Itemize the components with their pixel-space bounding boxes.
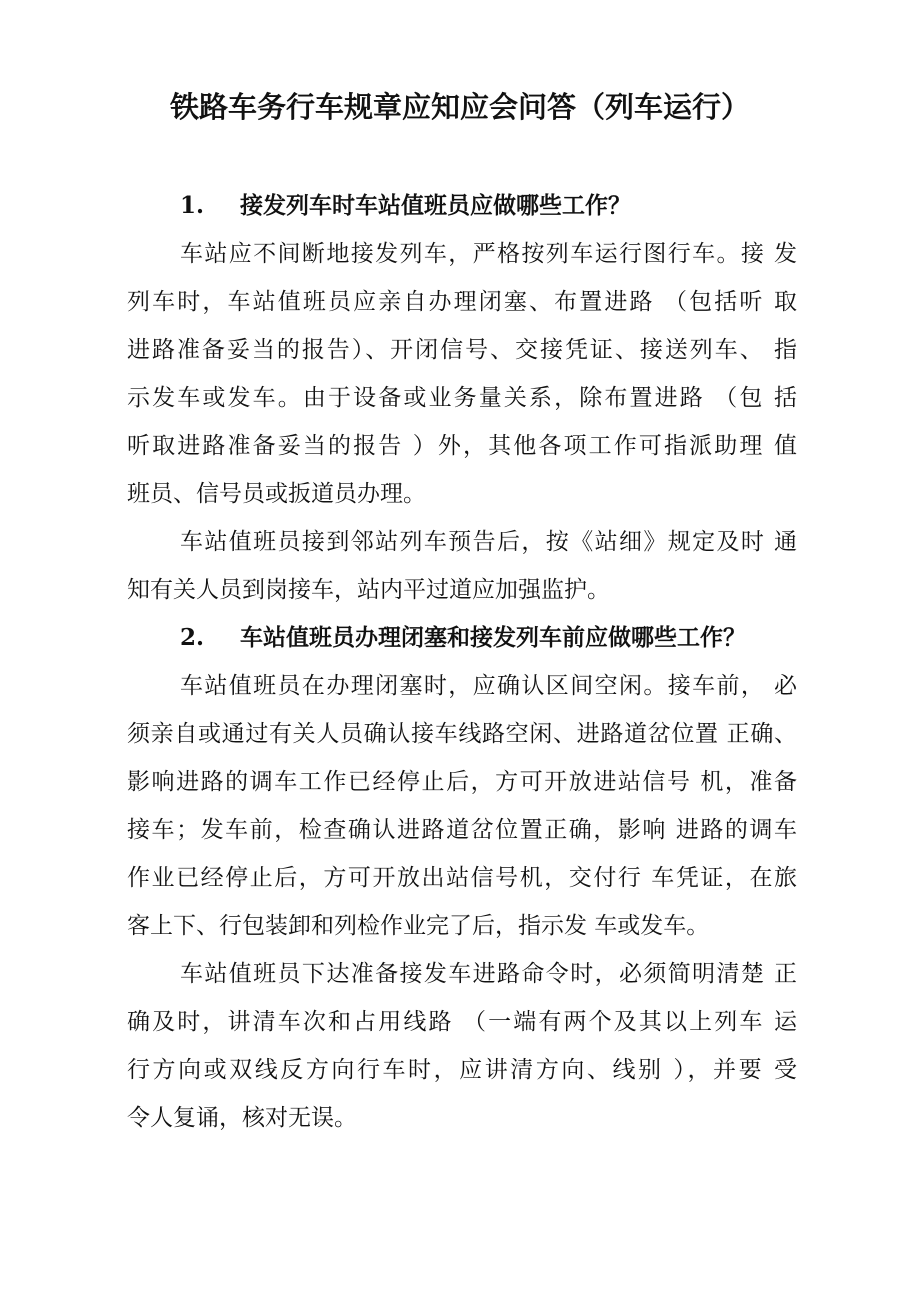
text-line: 接车；发车前，检查确认进路道岔位置正确，影响 进路的调车 bbox=[127, 817, 797, 843]
document-title: 铁路车务行车规章应知应会问答（列车运行） bbox=[169, 90, 750, 124]
text-line: 车站值班员接到邻站列车预告后，按《站细》规定及时 通 bbox=[180, 529, 797, 555]
text-line: 影响进路的调车工作已经停止后，方可开放进站信号 机，准备 bbox=[127, 769, 797, 795]
text-line: 示发车或发车。由于设备或业务量关系，除布置进路 （包 括 bbox=[127, 385, 797, 411]
question-heading bbox=[127, 614, 797, 662]
answer-paragraph bbox=[127, 950, 797, 1142]
text-line: 作业已经停止后，方可开放出站信号机，交付行 车凭证，在旅 bbox=[127, 865, 797, 891]
text-line: 须亲自或通过有关人员确认接车线路空闲、进路道岔位置 正确、 bbox=[127, 721, 797, 747]
answer-paragraph bbox=[127, 518, 797, 614]
question-heading bbox=[127, 182, 797, 230]
text-line: 班员、信号员或扳道员办理。 bbox=[127, 481, 426, 507]
answer-paragraph bbox=[127, 662, 797, 950]
question-number: 2. bbox=[180, 624, 205, 651]
text-line: 知有关人员到岗接车，站内平过道应加强监护。 bbox=[127, 577, 610, 603]
question-number: 1. bbox=[180, 192, 205, 219]
text-line: 车站值班员下达准备接发车进路命令时，必须简明清楚 正 bbox=[180, 961, 797, 987]
question-text: 接发列车时车站值班员应做哪些工作？ bbox=[240, 192, 631, 219]
text-line: 令人复诵，核对无误。 bbox=[127, 1105, 357, 1131]
text-line: 行方向或双线反方向行车时，应讲清方向、线别 ），并要 受 bbox=[127, 1057, 797, 1083]
text-line: 听取进路准备妥当的报告 ）外，其他各项工作可指派助理 值 bbox=[127, 433, 797, 459]
text-line: 车站应不间断地接发列车，严格按列车运行图行车。接 发 bbox=[180, 241, 797, 267]
document-body bbox=[127, 182, 797, 1142]
answer-paragraph bbox=[127, 230, 797, 518]
question-text: 车站值班员办理闭塞和接发列车前应做哪些工作？ bbox=[240, 624, 746, 651]
text-line: 客上下、行包装卸和列检作业完了后，指示发 车或发车。 bbox=[127, 913, 710, 939]
text-line: 确及时，讲清车次和占用线路 （一端有两个及其以上列车 运 bbox=[127, 1009, 797, 1035]
text-line: 车站值班员在办理闭塞时，应确认区间空闲。接车前， 必 bbox=[180, 673, 797, 699]
text-line: 进路准备妥当的报告）、开闭信号、交接凭证、接送列车、 指 bbox=[127, 337, 797, 363]
text-line: 列车时，车站值班员应亲自办理闭塞、布置进路 （包括听 取 bbox=[127, 289, 797, 315]
